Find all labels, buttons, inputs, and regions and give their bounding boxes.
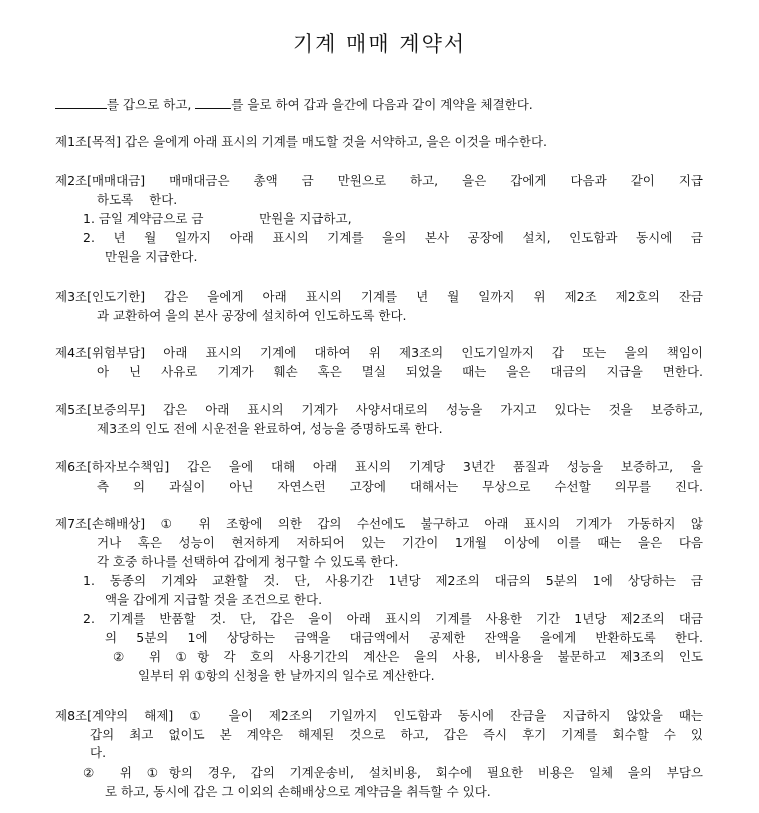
article-7-line: 제7조[손해배상] ① 위 조항에 의한 갑의 수선에도 불구하고 아래 표시의 기계가 가동하지 않 bbox=[55, 516, 703, 531]
article-2-line: 제2조[매매대금] 매매대금은 총액 금 만원으로 하고, 을은 갑에게 다음과 같이 지급 bbox=[55, 173, 703, 188]
article-7-line: ② 위 ①항 각 호의 사용기간의 계산은 을의 사용, 비사용을 불문하고 제3조의 인도 bbox=[113, 649, 703, 664]
intro-paragraph bbox=[55, 96, 533, 113]
article-8-line: 제8조[계약의 해제] ① 을이 제2조의 기일까지 인도함과 동시에 잔금을 지급하지 않았을 때는 bbox=[55, 708, 703, 723]
article-2-line: 만원을 지급한다. bbox=[105, 249, 198, 264]
article-1-line: 제1조[목적] 갑은 을에게 아래 표시의 기계를 매도할 것을 서약하고, 을은 이것을 매수한다. bbox=[55, 134, 547, 149]
article-2-line: 하도록 한다. bbox=[97, 192, 178, 207]
article-2-line: 2. 년 월 일까지 아래 표시의 기계를 을의 본사 공장에 설치, 인도함과 동시에 금 bbox=[83, 230, 703, 245]
article-6-line: 측 의 과실이 아닌 자연스런 고장에 대해서는 무상으로 수선할 의무를 진다. bbox=[97, 479, 703, 494]
article-3-line: 과 교환하여 을의 본사 공장에 설치하여 인도하도록 한다. bbox=[97, 308, 407, 323]
article-7-line: 각 호중 하나를 선택하여 갑에게 청구할 수 있도록 한다. bbox=[97, 554, 399, 569]
article-7-line: 1. 동종의 기계와 교환할 것. 단, 사용기간 1년당 제2조의 대금의 5분의 1에 상당하는 금 bbox=[83, 573, 703, 588]
article-2-line: 1. 금일 계약금으로 금 만원을 지급하고, bbox=[83, 211, 352, 226]
article-7-line: 일부터 위 ①항의 신청을 한 날까지의 일수로 계산한다. bbox=[138, 668, 435, 683]
article-8-line: 다. bbox=[90, 745, 107, 760]
article-6-line: 제6조[하자보수책임] 갑은 을에 대해 아래 표시의 기계당 3년간 품질과 성능을 보증하고, 을 bbox=[55, 459, 703, 474]
party-a-blank[interactable] bbox=[55, 96, 107, 109]
document-title: 기계 매매 계약서 bbox=[292, 32, 467, 56]
article-8-line: 갑의 최고 없이도 본 계약은 해제된 것으로 하고, 갑은 즉시 후기 기계를 회수할 수 있 bbox=[90, 727, 703, 742]
party-b-blank[interactable] bbox=[195, 96, 231, 109]
article-5-line: 제5조[보증의무] 갑은 아래 표시의 기계가 사양서대로의 성능을 가지고 있다는 것을 보증하고, bbox=[55, 402, 703, 417]
article-8-line: ② 위 ①항의 경우, 갑의 기계운송비, 설치비용, 회수에 필요한 비용은 일체 을의 부담으 bbox=[83, 765, 703, 780]
article-7-line: 액을 갑에게 지급할 것을 조건으로 한다. bbox=[105, 592, 323, 607]
intro-text-1: 를 갑으로 하고, bbox=[107, 97, 196, 112]
article-7-line: 2. 기계를 반품할 것. 단, 갑은 을이 아래 표시의 기계를 사용한 기간 1년당 제2조의 대금 bbox=[83, 611, 703, 626]
article-8-line: 로 하고, 동시에 갑은 그 이외의 손해배상으로 계약금을 취득할 수 있다. bbox=[105, 784, 491, 799]
article-4-line: 아 닌 사유로 기계가 훼손 혹은 멸실 되었을 때는 을은 대금의 지급을 면한다. bbox=[97, 364, 703, 379]
article-4-line: 제4조[위험부담] 아래 표시의 기계에 대하여 위 제3조의 인도기일까지 갑 또는 을의 책임이 bbox=[55, 345, 703, 360]
article-3-line: 제3조[인도기한] 갑은 을에게 아래 표시의 기계를 년 월 일까지 위 제2조 제2호의 잔금 bbox=[55, 289, 703, 304]
article-7-line: 의 5분의 1에 상당하는 금액을 대금액에서 공제한 잔액을 을에게 반환하도록 한다. bbox=[105, 630, 703, 645]
article-5-line: 제3조의 인도 전에 시운전을 완료하여, 성능을 증명하도록 한다. bbox=[97, 421, 443, 436]
article-7-line: 거나 혹은 성능이 현저하게 저하되어 있는 기간이 1개월 이상에 이를 때는 을은 다음 bbox=[97, 535, 703, 550]
intro-text-2: 를 을로 하여 갑과 을간에 다음과 같이 계약을 체결한다. bbox=[231, 97, 533, 112]
